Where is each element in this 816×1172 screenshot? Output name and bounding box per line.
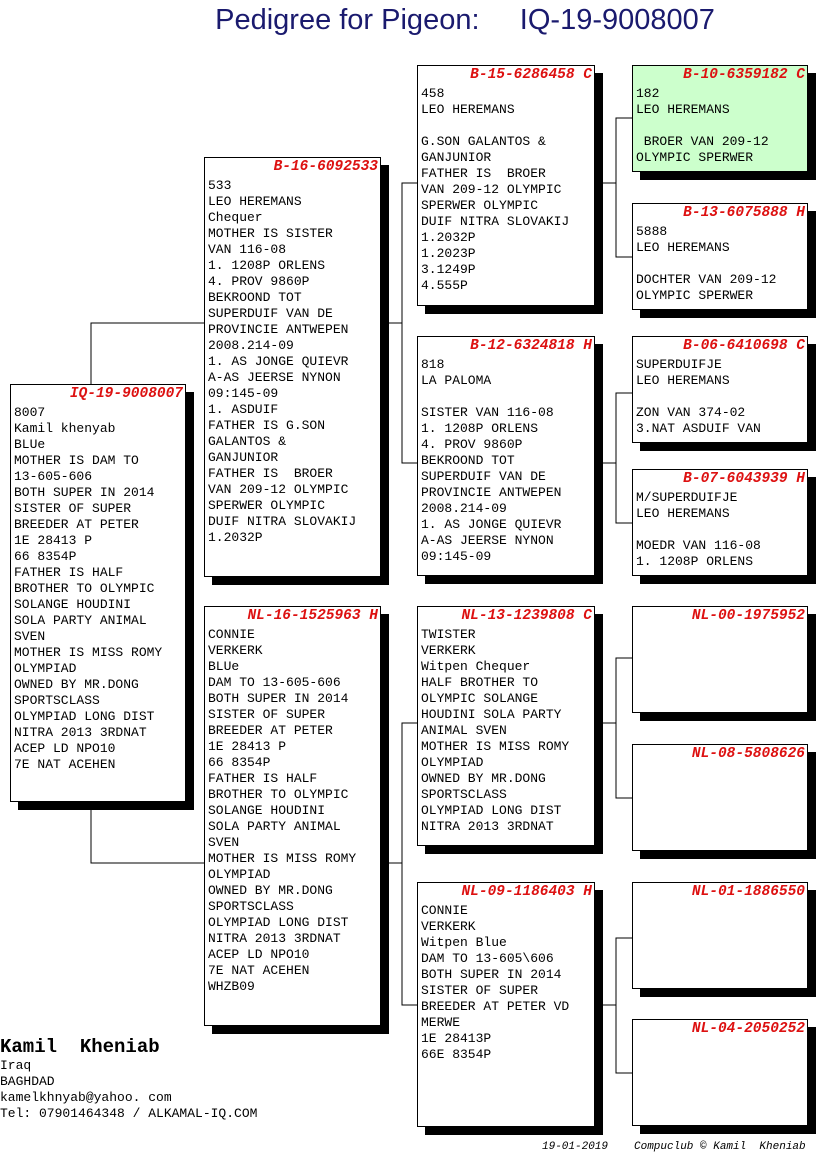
pigeon-note-line: FATHER IS BROER [421,166,546,181]
pigeon-notes [421,627,594,835]
pigeon-note-line: 1. 1208P ORLENS [421,421,539,436]
pigeon-note-line: VERKERK [421,643,476,658]
pigeon-note-line: GANJUNIOR [208,450,279,465]
pigeon-note-line: 1. AS JONGE QUIEVR [421,517,562,532]
pigeon-note-line: A-AS JEERSE NYNON [208,370,341,385]
pigeon-note-line: 2008.214-09 [421,501,507,516]
ring-number: B-07-6043939 H [683,471,805,487]
pigeon-note-line: BOTH SUPER IN 2014 [208,691,349,706]
pigeon-note-line: SISTER OF SUPER [14,501,132,516]
pigeon-note-line: SPORTSCLASS [208,899,294,914]
pigeon-note-line: 4.555P [421,278,468,293]
pigeon-card-dam-sire[interactable] [417,606,595,846]
ring-number: NL-16-1525963 H [247,608,378,624]
pigeon-note-line: FATHER IS BROER [208,466,333,481]
pigeon-notes [421,903,594,1063]
pigeon-note-line: 09:145-09 [421,549,492,564]
pigeon-note-line: SOLA PARTY ANIMAL [208,819,341,834]
owner-contact: Tel: 07901464348 / ALKAMAL-IQ.COM [0,1106,258,1121]
pigeon-note-line: SOLA PARTY ANIMAL [14,613,147,628]
pigeon-note-line: MOTHER IS DAM TO [14,453,139,468]
pigeon-note-line: SUPERDUIF VAN DE [208,306,333,321]
ring-number: NL-04-2050252 [691,1021,805,1037]
pigeon-note-line: MOTHER IS MISS ROMY [14,645,163,660]
footer-credit: Compuclub © Kamil Kheniab [634,1141,806,1153]
owner-country: Iraq [0,1058,32,1073]
pigeon-notes [636,224,807,304]
pigeon-note-line: OLYMPIC SPERWER [636,150,754,165]
pigeon-note-line: DAM TO 13-605\606 [421,951,554,966]
pigeon-note-line: LEO HEREMANS [636,506,730,521]
pigeon-note-line: 1.2032P [208,530,263,545]
pigeon-note-line: LEO HEREMANS [636,102,730,117]
pigeon-note-line [636,256,807,272]
pigeon-note-line: BEKROOND TOT [421,453,515,468]
pigeon-note-line: SPORTSCLASS [14,693,100,708]
pigeon-notes [208,627,380,995]
pigeon-note-line: BREEDER AT PETER [208,723,333,738]
owner-name: Kamil Kheniab [0,1036,160,1058]
pigeon-note-line: BEKROOND TOT [208,290,302,305]
pigeon-note-line: 13-605-606 [14,469,93,484]
pigeon-note-line: SPERWER OLYMPIC [208,498,326,513]
page-title: Pedigree for Pigeon: IQ-19-9008007 [215,4,715,36]
pigeon-card-sire-dam[interactable] [417,336,595,576]
pigeon-note-line: VERKERK [208,643,263,658]
pigeon-note-line [636,389,807,405]
pigeon-note-line: LEO HEREMANS [421,102,515,117]
pigeon-note-line: LEO HEREMANS [208,194,302,209]
pigeon-note-line: ACEP LD NPO10 [208,947,310,962]
owner-city: BAGHDAD [0,1074,55,1089]
pigeon-note-line: Witpen Blue [421,935,507,950]
pigeon-note-line: OLYMPIAD [208,867,271,882]
pigeon-note-line: NITRA 2013 3RDNAT [421,819,554,834]
pigeon-card-subject[interactable] [10,384,186,802]
pigeon-note-line: 5888 [636,224,668,239]
pigeon-notes [636,490,807,570]
pigeon-card-dam-dam[interactable] [417,882,595,1127]
pigeon-note-line [636,522,807,538]
ring-number: IQ-19-9008007 [69,386,183,402]
pigeon-note-line: 1E 28413 P [14,533,93,548]
pigeon-note-line: 2008.214-09 [208,338,294,353]
ring-number: B-12-6324818 H [470,338,592,354]
pigeon-note-line: 1. 1208P ORLENS [636,554,754,569]
pigeon-note-line: 533 [208,178,232,193]
pigeon-note-line: CONNIE [208,627,255,642]
pigeon-note-line: LEO HEREMANS [636,373,730,388]
pigeon-note-line: HOUDINI SOLA PARTY [421,707,562,722]
pigeon-note-line: OLYMPIAD LONG DIST [421,803,562,818]
pigeon-note-line: MOTHER IS MISS ROMY [208,851,357,866]
pigeon-note-line: SOLANGE HOUDINI [14,597,132,612]
pigeon-note-line: SISTER OF SUPER [421,983,539,998]
pigeon-note-line: MERWE [421,1015,461,1030]
pigeon-note-line: BOTH SUPER IN 2014 [14,485,155,500]
pigeon-note-line: DUIF NITRA SLOVAKIJ [208,514,357,529]
pigeon-note-line: 8007 [14,405,46,420]
pigeon-notes [421,357,594,565]
pigeon-notes [421,86,594,294]
pigeon-note-line: DUIF NITRA SLOVAKIJ [421,214,570,229]
pigeon-note-line: 7E NAT ACEHEN [14,757,116,772]
pigeon-note-line: OLYMPIC SPERWER [636,288,754,303]
pigeon-note-line: 7E NAT ACEHEN [208,963,310,978]
ring-number: B-10-6359182 C [683,67,805,83]
pigeon-note-line: DAM TO 13-605-606 [208,675,341,690]
pigeon-note-line: SVEN [14,629,46,644]
pigeon-note-line: TWISTER [421,627,476,642]
pigeon-note-line: BROTHER TO OLYMPIC [208,787,349,802]
pigeon-note-line: Kamil khenyab [14,421,116,436]
owner-email: kamelkhnyab@yahoo. com [0,1090,172,1105]
pigeon-card-ddd[interactable] [632,1019,808,1126]
pigeon-notes [636,357,807,437]
pigeon-note-line: OWNED BY MR.DONG [14,677,139,692]
pigeon-note-line: 1E 28413P [421,1031,492,1046]
pigeon-note-line: Chequer [208,210,263,225]
pigeon-notes [636,86,807,166]
pigeon-note-line: 1.2023P [421,246,476,261]
pigeon-note-line: ZON VAN 374-02 [636,405,746,420]
pigeon-note-line: BROER VAN 209-12 [636,134,769,149]
pigeon-note-line: SISTER VAN 116-08 [421,405,554,420]
pigeon-note-line: VAN 116-08 [208,242,287,257]
pigeon-note-line: CONNIE [421,903,468,918]
pigeon-note-line: FATHER IS G.SON [208,418,326,433]
pigeon-card-dam[interactable] [204,606,381,1026]
pigeon-note-line: 4. PROV 9860P [421,437,523,452]
pigeon-note-line: FATHER IS HALF [14,565,124,580]
pigeon-note-line: ANIMAL SVEN [421,723,507,738]
pigeon-note-line: NITRA 2013 3RDNAT [14,725,147,740]
pigeon-note-line: Witpen Chequer [421,659,531,674]
footer-date: 19-01-2019 [542,1141,609,1153]
pigeon-card-ssd[interactable] [632,203,808,310]
pigeon-note-line: OLYMPIC SOLANGE [421,691,539,706]
pigeon-note-line: OLYMPIAD LONG DIST [208,915,349,930]
pigeon-note-line: 1E 28413 P [208,739,287,754]
pigeon-notes [14,405,185,773]
pigeon-note-line: SOLANGE HOUDINI [208,803,326,818]
pigeon-note-line: GALANTOS & [208,434,287,449]
pigeon-note-line: 3.NAT ASDUIF VAN [636,421,761,436]
pigeon-note-line: VAN 209-12 OLYMPIC [208,482,349,497]
pigeon-note-line [421,389,594,405]
pigeon-note-line [421,118,594,134]
pigeon-note-line: MOEDR VAN 116-08 [636,538,761,553]
ring-number: NL-13-1239808 C [461,608,592,624]
pigeon-note-line: MOTHER IS MISS ROMY [421,739,570,754]
pigeon-note-line: 458 [421,86,445,101]
pigeon-note-line: DOCHTER VAN 209-12 [636,272,777,287]
ring-number: B-13-6075888 H [683,205,805,221]
pigeon-card-sds[interactable] [632,336,808,443]
pigeon-card-sire-sire[interactable] [417,65,595,306]
pigeon-note-line: SUPERDUIFJE [636,357,722,372]
pigeon-note-line: 1. ASDUIF [208,402,279,417]
pigeon-note-line: BREEDER AT PETER [14,517,139,532]
pigeon-note-line: SPORTSCLASS [421,787,507,802]
pigeon-note-line: NITRA 2013 3RDNAT [208,931,341,946]
pigeon-note-line: M/SUPERDUIFJE [636,490,738,505]
pigeon-note-line: MOTHER IS SISTER [208,226,333,241]
pigeon-note-line: PROVINCIE ANTWEPEN [208,322,349,337]
pigeon-note-line: 09:145-09 [208,386,279,401]
pigeon-note-line: SVEN [208,835,240,850]
pigeon-note-line: OWNED BY MR.DONG [208,883,333,898]
pigeon-note-line: VAN 209-12 OLYMPIC [421,182,562,197]
pigeon-note-line: OLYMPIAD [14,661,77,676]
pigeon-note-line: 66 8354P [14,549,77,564]
pigeon-note-line: SUPERDUIF VAN DE [421,469,546,484]
pigeon-card-dss[interactable] [632,606,808,713]
pigeon-card-dds[interactable] [632,882,808,989]
pigeon-note-line: 1. 1208P ORLENS [208,258,326,273]
ring-number: NL-01-1886550 [691,884,805,900]
pigeon-note-line: BROTHER TO OLYMPIC [14,581,155,596]
pigeon-note-line: 818 [421,357,445,372]
pigeon-note-line: ACEP LD NPO10 [14,741,116,756]
ring-number: B-15-6286458 C [470,67,592,83]
pigeon-note-line: SPERWER OLYMPIC [421,198,539,213]
ring-number: B-16-6092533 [273,159,378,175]
pigeon-note-line: OWNED BY MR.DONG [421,771,546,786]
pigeon-note-line: 3.1249P [421,262,476,277]
pigeon-note-line: 1.2032P [421,230,476,245]
pigeon-card-sire[interactable] [204,157,381,577]
ring-number: B-06-6410698 C [683,338,805,354]
pigeon-card-dsd[interactable] [632,744,808,851]
pigeon-note-line: 1. AS JONGE QUIEVR [208,354,349,369]
pigeon-note-line: OLYMPIAD LONG DIST [14,709,155,724]
pigeon-note-line: PROVINCIE ANTWEPEN [421,485,562,500]
pigeon-note-line: G.SON GALANTOS & [421,134,546,149]
pigeon-note-line: 182 [636,86,660,101]
pigeon-note-line: BREEDER AT PETER VD [421,999,570,1014]
pigeon-card-sss[interactable] [632,65,808,172]
pigeon-note-line: 4. PROV 9860P [208,274,310,289]
pigeon-notes [208,178,380,546]
pigeon-note-line: BOTH SUPER IN 2014 [421,967,562,982]
pigeon-note-line: VERKERK [421,919,476,934]
pigeon-note-line: HALF BROTHER TO [421,675,539,690]
pigeon-note-line: 66 8354P [208,755,271,770]
pigeon-note-line: BLUe [208,659,240,674]
pigeon-note-line: LA PALOMA [421,373,492,388]
pigeon-note-line: A-AS JEERSE NYNON [421,533,554,548]
pigeon-note-line: WHZB09 [208,979,255,994]
owner-info [0,1036,257,1122]
pigeon-note-line [636,118,807,134]
pigeon-note-line: BLUe [14,437,46,452]
pigeon-note-line: GANJUNIOR [421,150,492,165]
pigeon-note-line: LEO HEREMANS [636,240,730,255]
pigeon-card-sdd[interactable] [632,469,808,576]
pigeon-note-line: FATHER IS HALF [208,771,318,786]
pigeon-note-line: 66E 8354P [421,1047,492,1062]
ring-number: NL-09-1186403 H [461,884,592,900]
ring-number: NL-00-1975952 [691,608,805,624]
ring-number: NL-08-5808626 [691,746,805,762]
pigeon-note-line: OLYMPIAD [421,755,484,770]
pigeon-note-line: SISTER OF SUPER [208,707,326,722]
